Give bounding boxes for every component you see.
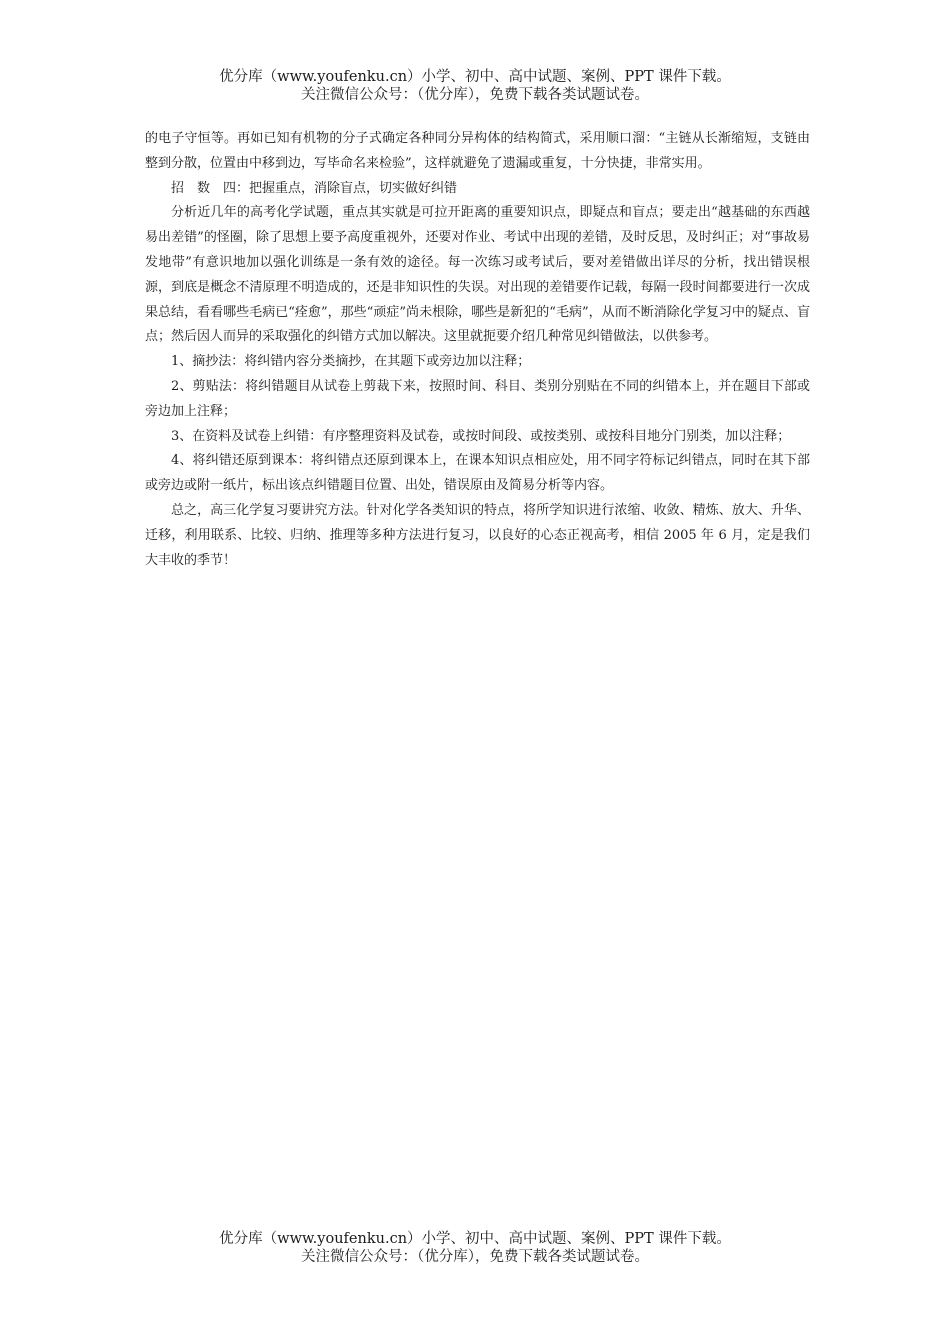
paragraph-0: 的电子守恒等。再如已知有机物的分子式确定各种同分异构体的结构简式，采用顺口溜：“主链从长渐缩短，支链由整到分散，位置由中移到边，写毕命名来检验”，这样就避免了遗漏或重复，十分快捷，非常实用。 — [145, 131, 810, 171]
footer-line-2: 关注微信公众号：（优分库），免费下载各类试题试卷。 — [301, 1249, 649, 1265]
list-item-2: 2、剪贴法：将纠错题目从试卷上剪裁下来，按照时间、科目、类别分别贴在不同的纠错本上，并在题目下部或旁边加上注释； — [145, 378, 810, 419]
list-item-1: 1、摘抄法：将纠错内容分类摘抄，在其题下或旁边加以注释； — [171, 354, 531, 370]
page-header — [0, 68, 950, 104]
section-heading: 招 数 四：把握重点，消除盲点，切实做好纠错 — [171, 180, 458, 196]
conclusion-paragraph: 总之，高三化学复习要讲究方法。针对化学各类知识的特点，将所学知识进行浓缩、收敛、精炼、放大、升华、迁移，利用联系、比较、归纳、推理等多种方法进行复习，以良好的心态正视高考，相信 2005 年 6 月，定是我们大丰收的季节！ — [145, 502, 810, 568]
page-footer — [0, 1230, 950, 1266]
header-line-2: 关注微信公众号：（优分库），免费下载各类试题试卷。 — [301, 87, 649, 103]
header-line-1: 优分库（www.youfenku.cn）小学、初中、高中试题、案例、PPT 课件下载。 — [219, 69, 731, 85]
list-item-4: 4、将纠错还原到课本：将纠错点还原到课本上，在课本知识点相应处，用不同字符标记纠错点，同时在其下部或旁边或附一纸片，标出该点纠错题目位置、出处，错误原由及简易分析等内容。 — [145, 453, 810, 494]
list-item-3: 3、在资料及试卷上纠错：有序整理资料及试卷，或按时间段、或按类别、或按科目地分门别类，加以注释； — [171, 428, 791, 444]
footer-line-1: 优分库（www.youfenku.cn）小学、初中、高中试题、案例、PPT 课件下载。 — [219, 1231, 731, 1247]
document-body — [145, 127, 810, 573]
paragraph-2: 分析近几年的高考化学试题，重点其实就是可拉开距离的重要知识点，即疑点和盲点；要走出“越基础的东西越易出差错”的怪圈，除了思想上要予高度重视外，还要对作业、考试中出现的差错，及时反思，及时纠正；对“事故易发地带”有意识地加以强化训练是一条有效的途径。每一次练习或考试后，要对差错做出详尽的分析，找出错误根源，到底是概念不清原理不明造成的，还是非知识性的失误。对出现的差错要作记载，每隔一段时间都要进行一次成果总结，看看哪些毛病已“痊愈”，那些“顽症”尚未根除，哪些是新犯的“毛病”，从而不断消除化学复习中的疑点、盲点；然后因人而异的采取强化的纠错方式加以解决。这里就扼要介绍几种常见纠错做法，以供参考。 — [145, 205, 810, 345]
